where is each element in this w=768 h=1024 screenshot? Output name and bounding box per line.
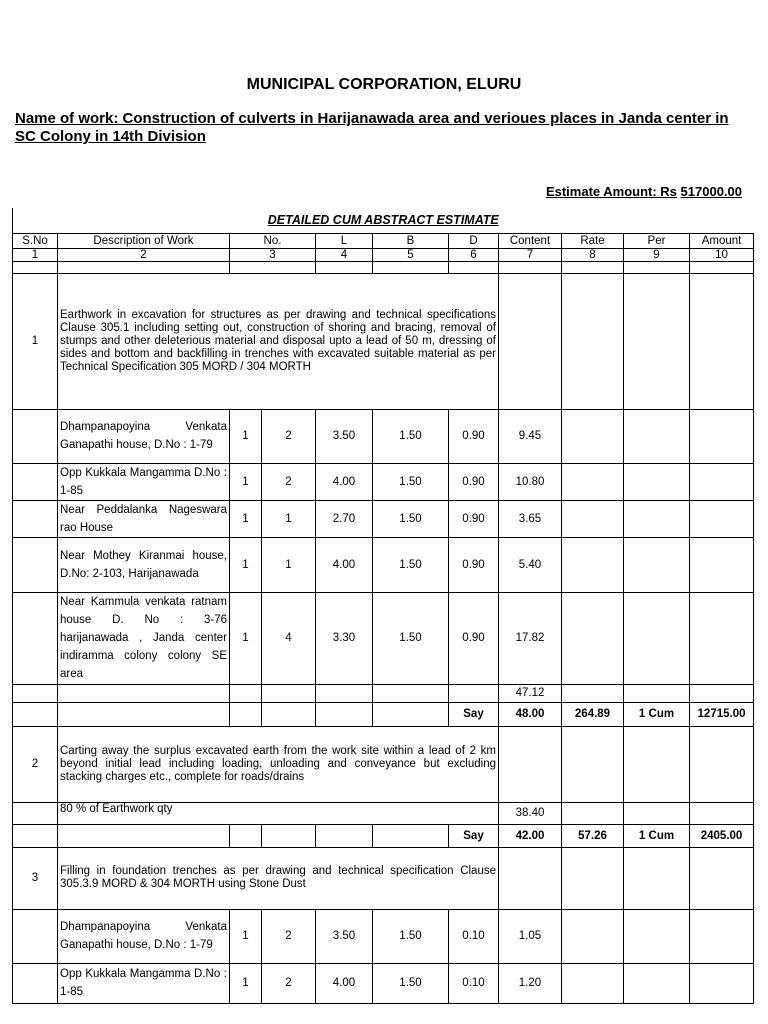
no-cell: 1 bbox=[230, 963, 262, 1003]
l-cell: 2.70 bbox=[316, 500, 373, 537]
no-cell: 1 bbox=[262, 537, 316, 592]
column-header-row bbox=[13, 233, 754, 248]
estimate-amount-label: Estimate Amount: Rs bbox=[545, 184, 677, 199]
col-number: 10 bbox=[690, 248, 754, 261]
b-cell: 1.50 bbox=[373, 963, 449, 1003]
say-row bbox=[13, 824, 754, 847]
l-cell: 4.00 bbox=[316, 537, 373, 592]
amount-cell: 12715.00 bbox=[690, 702, 754, 726]
location-cell: Opp Kukkala Mangamma D.No : 1-85 bbox=[58, 963, 230, 1003]
table-row bbox=[13, 909, 754, 963]
no-cell: 1 bbox=[230, 537, 262, 592]
col-header: Amount bbox=[690, 233, 754, 248]
spacer-row bbox=[13, 261, 754, 273]
d-cell: 0.90 bbox=[449, 463, 499, 500]
d-cell: 0.90 bbox=[449, 592, 499, 684]
col-header: Description of Work bbox=[58, 233, 230, 248]
no-cell: 2 bbox=[262, 909, 316, 963]
b-cell: 1.50 bbox=[373, 409, 449, 463]
location-cell: Near Kammula venkata ratnam house D. No : 3-76 harijanawada , Janda center indiramma colony colony SE area bbox=[58, 592, 230, 684]
say-value: 48.00 bbox=[499, 702, 562, 726]
location-cell: Dhampanapoyina Venkata Ganapathi house, D.No : 1-79 bbox=[58, 909, 230, 963]
b-cell: 1.50 bbox=[373, 592, 449, 684]
column-number-row bbox=[13, 248, 754, 261]
col-number: 7 bbox=[499, 248, 562, 261]
table-row bbox=[13, 463, 754, 500]
no-cell: 1 bbox=[230, 463, 262, 500]
col-header: Rate bbox=[562, 233, 624, 248]
table-row bbox=[13, 802, 754, 824]
content-cell: 1.05 bbox=[499, 909, 562, 963]
table-row bbox=[13, 409, 754, 463]
content-cell: 38.40 bbox=[499, 802, 562, 824]
location-cell: Near Mothey Kiranmai house, D.No: 2-103, Harijanawada bbox=[58, 537, 230, 592]
l-cell: 4.00 bbox=[316, 463, 373, 500]
estimate-table bbox=[12, 208, 754, 1004]
item-sno: 3 bbox=[13, 847, 58, 909]
col-number: 8 bbox=[562, 248, 624, 261]
per-cell: 1 Cum bbox=[624, 702, 690, 726]
item-row bbox=[13, 726, 754, 802]
l-cell: 3.30 bbox=[316, 592, 373, 684]
say-row bbox=[13, 702, 754, 726]
col-number: 5 bbox=[373, 248, 449, 261]
content-cell: 9.45 bbox=[499, 409, 562, 463]
table-row bbox=[13, 500, 754, 537]
page-title: MUNICIPAL CORPORATION, ELURU bbox=[246, 76, 522, 93]
no-cell: 2 bbox=[262, 463, 316, 500]
table-row bbox=[13, 592, 754, 684]
total-row bbox=[13, 684, 754, 702]
content-cell: 1.20 bbox=[499, 963, 562, 1003]
total-cell: 47.12 bbox=[499, 684, 562, 702]
content-cell: 10.80 bbox=[499, 463, 562, 500]
location-cell: Dhampanapoyina Venkata Ganapathi house, D.No : 1-79 bbox=[58, 409, 230, 463]
col-number: 9 bbox=[624, 248, 690, 261]
say-label: Say bbox=[449, 824, 499, 847]
no-cell: 1 bbox=[230, 592, 262, 684]
item-sno: 1 bbox=[13, 273, 58, 409]
say-label: Say bbox=[449, 702, 499, 726]
d-cell: 0.90 bbox=[449, 537, 499, 592]
estimate-amount bbox=[546, 184, 742, 199]
col-number: 4 bbox=[316, 248, 373, 261]
table-row bbox=[13, 537, 754, 592]
item-description: Carting away the surplus excavated earth from the work site within a lead of 2 km beyond initial lead including loading, unloading and conveyance but excluding stacking charges etc., complete for roads/drains bbox=[58, 726, 499, 802]
no-cell: 2 bbox=[262, 963, 316, 1003]
no-cell: 2 bbox=[262, 409, 316, 463]
col-header: S.No bbox=[13, 233, 58, 248]
item-row bbox=[13, 847, 754, 909]
location-cell: Near Peddalanka Nageswara rao House bbox=[58, 500, 230, 537]
content-cell: 3.65 bbox=[499, 500, 562, 537]
col-header: Content bbox=[499, 233, 562, 248]
say-value: 42.00 bbox=[499, 824, 562, 847]
l-cell: 3.50 bbox=[316, 409, 373, 463]
item-sno: 2 bbox=[13, 726, 58, 802]
col-header: Per bbox=[624, 233, 690, 248]
item-description: Earthwork in excavation for structures as per drawing and technical specifications Clause 305.1 including setting out, construction of shoring and bracing, removal of stumps and other deleterious material and disposal upto a lead of 50 m, dressing of sides and bottom and backfilling in trenches with excavated suitable material as per Technical Specification 305 MORD / 304 MORTH bbox=[58, 273, 499, 409]
name-of-work: Name of work: Construction of culverts in Harijanawada area and verioues places in Janda center in SC Colony in 14th Division bbox=[15, 110, 729, 145]
b-cell: 1.50 bbox=[373, 500, 449, 537]
col-header: B bbox=[373, 233, 449, 248]
d-cell: 0.10 bbox=[449, 963, 499, 1003]
item-row bbox=[13, 273, 754, 409]
sub-label: 80 % of Earthwork qty bbox=[58, 802, 499, 824]
l-cell: 4.00 bbox=[316, 963, 373, 1003]
per-cell: 1 Cum bbox=[624, 824, 690, 847]
content-cell: 5.40 bbox=[499, 537, 562, 592]
item-description: Filling in foundation trenches as per drawing and technical specification Clause 305.3.9 MORD & 304 MORTH using Stone Dust bbox=[58, 847, 499, 909]
no-cell: 1 bbox=[230, 500, 262, 537]
rate-cell: 264.89 bbox=[562, 702, 624, 726]
location-cell: Opp Kukkala Mangamma D.No : 1-85 bbox=[58, 463, 230, 500]
no-cell: 1 bbox=[262, 500, 316, 537]
amount-cell: 2405.00 bbox=[690, 824, 754, 847]
content-cell: 17.82 bbox=[499, 592, 562, 684]
col-number: 3 bbox=[230, 248, 316, 261]
d-cell: 0.90 bbox=[449, 500, 499, 537]
d-cell: 0.90 bbox=[449, 409, 499, 463]
b-cell: 1.50 bbox=[373, 909, 449, 963]
col-number: 1 bbox=[13, 248, 58, 261]
l-cell: 3.50 bbox=[316, 909, 373, 963]
col-header: D bbox=[449, 233, 499, 248]
no-cell: 4 bbox=[262, 592, 316, 684]
rate-cell: 57.26 bbox=[562, 824, 624, 847]
b-cell: 1.50 bbox=[373, 537, 449, 592]
table-row bbox=[13, 963, 754, 1003]
estimate-amount-value: 517000.00 bbox=[680, 184, 742, 199]
col-header: No. bbox=[230, 233, 316, 248]
col-number: 6 bbox=[449, 248, 499, 261]
d-cell: 0.10 bbox=[449, 909, 499, 963]
no-cell: 1 bbox=[230, 909, 262, 963]
b-cell: 1.50 bbox=[373, 463, 449, 500]
col-header: L bbox=[316, 233, 373, 248]
table-heading: DETAILED CUM ABSTRACT ESTIMATE bbox=[13, 208, 754, 233]
no-cell: 1 bbox=[230, 409, 262, 463]
col-number: 2 bbox=[58, 248, 230, 261]
